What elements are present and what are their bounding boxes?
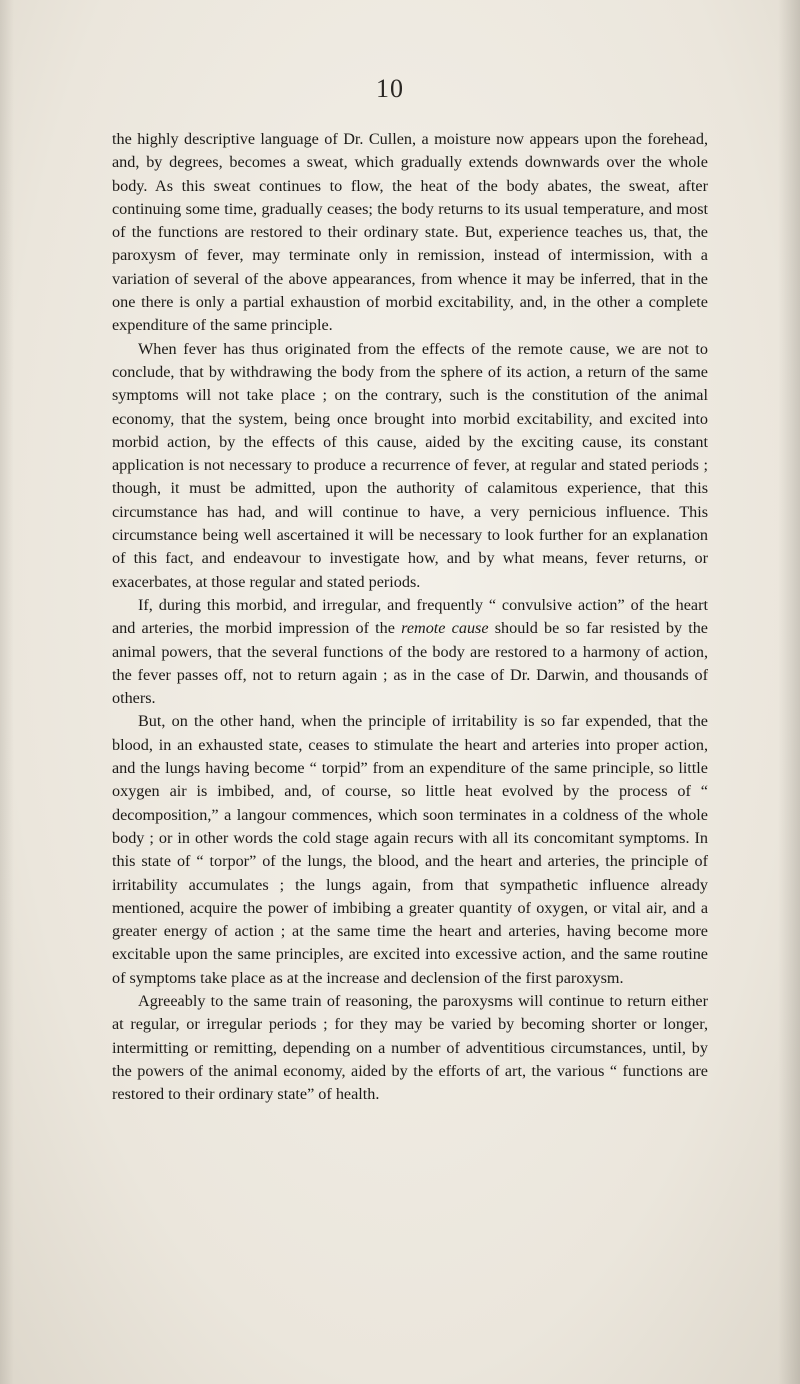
text-run: If, during this morbid, and irregular, and frequently “ convulsive action” of the heart and arteries, the morbid impression of the: [112, 595, 708, 638]
text-run: the highly descriptive language of Dr. Cullen, a moisture now appears upon the forehead, and, by degrees, becomes a sweat, which gradually extends downwards over the whole body. As this sweat continues to flow, the heat of the body abates, the sweat, after continuing some time, gradually ceases; the body returns to its usual temperature, and most of the functions are restored to their ordinary state. But, experience teaches us, that, the paroxysm of fever, may terminate only in remission, instead of intermission, with a variation of several of the above appearances, from whence it may be inferred, that in the one there is only a partial exhaustion of morbid excitability, and, in the other a complete expenditure of the same principle.: [112, 130, 708, 335]
paragraph: [112, 710, 708, 990]
paragraph: [112, 594, 708, 710]
page-gutter-shadow: [0, 0, 14, 1384]
page-number: 10: [376, 74, 404, 103]
text-run: should be so far resisted by the animal powers, that the several functions of the body are restored to a harmony of action, the fever passes off, not to return again ; as in the case of Dr. Darwin, and thousands of others.: [112, 619, 708, 708]
paragraph: [112, 990, 708, 1106]
text-run: Agreeably to the same train of reasoning, the paroxysms will continue to return either at regular, or irregular periods ; for they may be varied by becoming shorter or longer, intermitting or remitting, depending on a number of adventitious circumstances, until, by the powers of the animal economy, aided by the efforts of art, the various “ functions are restored to their ordinary state” of health.: [112, 991, 708, 1104]
text-run: But, on the other hand, when the principle of irritability is so far expended, that the blood, in an exhausted state, ceases to stimulate the heart and arteries into proper action, and the lungs having become “ torpid” from an expenditure of the same principle, so little oxygen air is imbibed, and, of course, so little heat evolved by the process of “ decomposition,” a langour commences, which soon terminates in a coldness of the whole body ; or in other words the cold stage again recurs with all its concomitant symptoms. In this state of “ torpor” of the lungs, the blood, and the heart and arteries, the principle of irritability accumulates ; the lungs again, from that sympathetic influence already mentioned, acquire the power of imbibing a greater quantity of oxygen, or vital air, and a greater energy of action ; at the same time the heart and arteries, having become more excitable upon the same principles, are excited into excessive action, and the same routine of symptoms take place as at the increase and declension of the first paroxysm.: [112, 712, 708, 987]
body-text: [112, 128, 708, 1106]
paragraph: [112, 338, 708, 594]
page-edge-shadow: [778, 0, 800, 1384]
text-run: When fever has thus originated from the effects of the remote cause, we are not to conclude, that by withdrawing the body from the sphere of its action, a return of the same symptoms will not take place ; on the contrary, such is the constitution of the animal economy, that the system, being once brought into morbid excitability, and excited into morbid action, by the effects of this cause, aided by the exciting cause, its constant application is not necessary to produce a recurrence of fever, at regular and stated periods ; though, it must be admitted, upon the authority of calamitous experience, that this circumstance has had, and will continue to have, a very pernicious influence. This circumstance being well ascertained it will be necessary to look further for an explanation of this fact, and endeavour to investigate how, and by what means, fever returns, or exacerbates, at those regular and stated periods.: [112, 339, 708, 591]
italic-phrase: remote cause: [401, 619, 489, 638]
paragraph: [112, 128, 708, 338]
